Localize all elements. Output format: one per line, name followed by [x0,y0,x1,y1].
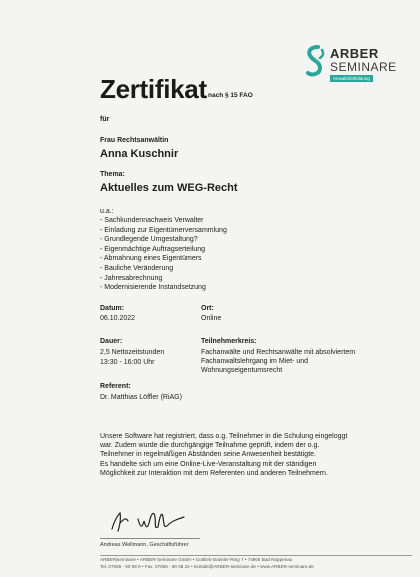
list-item: - Eigenmächtige Auftragserteilung [100,245,206,253]
duration-value: 2,5 Nettozeitstunden [100,349,165,356]
confirmation-line: war. Zudem wurde die durchgängige Teilnahme geprüft, indem der o.g. [100,442,320,450]
participants-line: Wohnungseigentumsrecht [201,367,283,374]
confirmation-line: Unsere Software hat registriert, dass o.g. Teilnehmer in die Schulung eingeloggt [100,433,348,440]
place-value: Online [201,315,222,322]
list-item: - Sachkundennachweis Verwalter [100,217,204,224]
list-item: - Abmahnung eines Eigentümers [100,255,202,263]
certificate-title: Zertifikat [100,74,207,104]
footer-divider [100,555,412,556]
speaker-label: Referent: [100,383,131,390]
arber-logo [304,44,412,84]
date-value: 06.10.2022 [100,315,136,322]
confirmation-line: Es handelte sich um eine Online-Live-Veranstaltung mit der ständigen [100,460,317,468]
participants-line: Fachanwaltslehrgang im Miet- und [201,358,308,365]
list-item: - Bauliche Veränderung [100,264,174,272]
confirmation-line: Möglichkeit zur Interaktion mit dem Referenten und anderen Teilnehmern. [100,469,328,477]
recipient-name: Anna Kuschnir [100,148,179,160]
topics-intro: u.a.: [100,208,114,215]
list-item: - Grundlegende Umgestaltung? [100,236,198,244]
footer-address: ARBER|seminare • ARBER-Seminare GmbH • Gottlieb-Daimler-Ring 7 • 74906 Bad Rappenau [100,557,293,562]
footer-contact: Tel. 07066 - 90 08 0 • Fax. 07066 - 90 08 22 • kontakt@ARBER-seminare.de • www.ARBER-seminare.de [100,564,314,569]
theme-value: Aktuelles zum WEG-Recht [100,182,238,194]
signature-line [100,538,200,539]
signatory-name: Andreas Wellmann, Geschäftsführer [100,542,189,548]
theme-label: Thema: [100,171,125,178]
participants-line: Fachanwälte und Rechtsanwälte mit absolviertem [201,349,356,356]
list-item: - Einladung zur Eigentümerversammlung [100,226,227,234]
logo-name: ARBER [330,46,379,61]
list-item: - Modernisierende Instandsetzung [100,284,206,292]
confirmation-line: Teilnehmer in regelmäßigen Abständen seine Anwesenheit bestätigte. [100,451,316,459]
logo-tagline: Anwaltsfortbildung [330,75,373,82]
time-value: 13:30 - 16:00 Uhr [100,359,155,366]
fuer-label: für [100,116,110,123]
recipient-label: Frau Rechtsanwältin [100,137,169,144]
arber-logo-icon [304,44,326,80]
duration-label: Dauer: [100,338,123,345]
confirmation-text [100,432,412,478]
logo-sub: SEMINARE [330,60,397,74]
date-label: Datum: [100,305,125,312]
list-item: - Jahresabrechnung [100,274,163,282]
signature [108,505,188,535]
participants-label: Teilnehmerkreis: [201,338,257,345]
speaker-value: Dr. Matthias Löffler (RiAG) [100,394,182,401]
certificate-title-sub: nach § 15 FAO [208,92,253,99]
topics-list [100,216,227,293]
place-label: Ort: [201,305,214,312]
